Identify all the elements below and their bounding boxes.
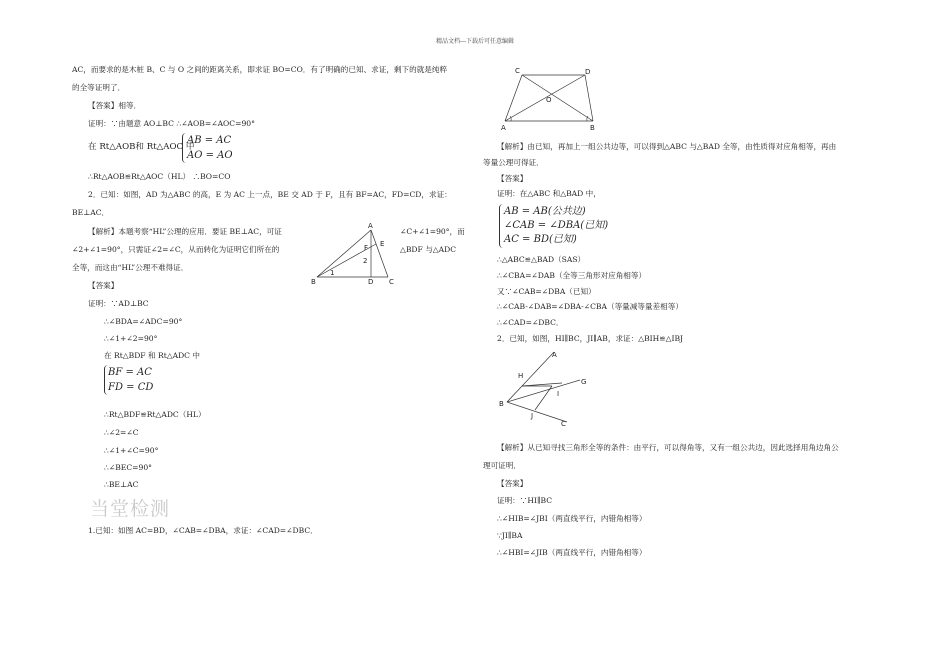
section-title-watermark: 当堂检测 <box>90 498 171 520</box>
label-i: I <box>557 390 560 398</box>
proof-line: 又∵∠CAB=∠DBA（已知） <box>497 287 596 296</box>
label-b: B <box>499 400 504 408</box>
proof-line: ∴BE⊥AC <box>104 480 139 489</box>
proof-line: ∴∠BEC=90° <box>104 463 152 472</box>
label-a: A <box>501 124 506 132</box>
label-2: 2 <box>363 257 368 265</box>
label-o: O <box>546 96 552 104</box>
label-b: B <box>311 278 316 286</box>
equation-line: AB = AC <box>187 135 232 146</box>
equation-line: AB = AB(公共边) <box>504 206 586 217</box>
analysis-line: △BDF 与△ADC <box>400 245 457 254</box>
proof-line: 证明：∵HI∥BC <box>497 496 553 505</box>
question-line: 2．已知：如图，AD 为△ABC 的高，E 为 AC 上一点，BE 交 AD 于 F，且有 BF=AC，FD=CD，求证： <box>88 190 452 199</box>
label-c: C <box>561 420 566 428</box>
proof-line: ∴∠CBA=∠DAB（全等三角形对应角相等） <box>497 271 647 280</box>
label-c: C <box>515 67 520 75</box>
question-line: BE⊥AC． <box>72 208 110 217</box>
answer-label: 【答案】 <box>88 281 119 290</box>
proof-line: ∴Rt△BDF≌Rt△ADC（HL） <box>104 410 206 419</box>
analysis-line: ∠C+∠1=90°，而 <box>400 227 465 236</box>
analysis-line: 全等，而这由“HL”公理不难得证． <box>72 263 189 272</box>
equation-line: ∠CAB = ∠DBA(已知) <box>504 220 609 231</box>
proof-line: ∴∠2=∠C <box>104 428 139 437</box>
label-f: F <box>364 244 369 252</box>
analysis-line: 等量公理可得证． <box>483 158 544 167</box>
proof-line: ∴∠1+∠2=90° <box>104 334 158 343</box>
question-line: 1.已知：如图 AC=BD，∠CAB=∠DBA，求证：∠CAD=∠DBC． <box>88 526 318 535</box>
trapezoid-figure <box>497 62 607 134</box>
proof-line: 证明：在△ABC 和△BAD 中， <box>497 189 601 198</box>
label-b: B <box>590 124 595 132</box>
answer-label: 【答案】 <box>497 479 528 488</box>
proof-line: ∴∠HBI=∠JIB（两直线平行，内错角相等） <box>497 548 647 557</box>
label-j: J <box>531 412 534 420</box>
proof-line: 证明：∵由题意 AO⊥BC ∴∠AOB=∠AOC=90° <box>88 119 255 128</box>
label-a: A <box>552 351 557 359</box>
label-h: H <box>518 372 524 380</box>
proof-line: ∴△ABC≌△BAD（SAS） <box>497 255 586 264</box>
proof-line: ∴∠1+∠C=90° <box>104 446 159 455</box>
equation-line: FD = CD <box>108 382 154 393</box>
proof-line: 在 Rt△BDF 和 Rt△ADC 中 <box>104 351 200 360</box>
analysis-line: 【解析】本题考察“HL”公理的应用．要证 BE⊥AC，可证 <box>88 227 282 236</box>
parallel-figure <box>492 348 602 428</box>
answer-label: 【答案】 <box>497 174 528 183</box>
question-line: 2．已知，如图，HI∥BC，JI∥AB，求证：△BIH≌△IBJ <box>497 334 684 343</box>
page-header: 精品文档---下载后可任意编辑 <box>435 38 515 45</box>
equation-line: AO = AO <box>187 150 233 161</box>
analysis-line: 【解析】由已知，再加上一组公共边等，可以得到△ABC 与△BAD 全等，由性质得对应角相等，再由 <box>497 142 837 151</box>
proof-line: ∴Rt△AOB≌Rt△AOC（HL） ∴BO=CO <box>88 172 231 181</box>
label-1: 1 <box>330 269 335 277</box>
proof-line: ∴∠CAD=∠DBC． <box>497 318 564 327</box>
label-c: C <box>389 278 394 286</box>
proof-line: ∴∠CAB-∠DAB=∠DBA-∠CBA（等量减等量差相等） <box>497 302 683 311</box>
proof-line: 证明：∵AD⊥BC <box>88 299 149 308</box>
answer-label: 【答案】相等． <box>88 101 142 110</box>
proof-line: ∴∠HIB=∠JBI（两直线平行，内错角相等） <box>497 514 647 523</box>
proof-line: ∴∠BDA=∠ADC=90° <box>104 317 183 326</box>
label-d: D <box>585 68 591 76</box>
label-d: D <box>368 278 374 286</box>
label-g: G <box>581 378 587 386</box>
label-e: E <box>380 240 385 248</box>
triangle-figure <box>300 220 410 290</box>
analysis-line: 【解析】从已知寻找三角形全等的条件：由平行，可以得角等，又有一组公共边，因此选择用角边角公 <box>497 443 839 452</box>
proof-line: ∵JI∥BA <box>497 531 523 540</box>
equation-line: BF = AC <box>108 367 152 378</box>
analysis-line: 理可证明． <box>483 461 521 470</box>
equation-line: AC = BD(已知) <box>504 234 577 245</box>
analysis-line: ∠2+∠1=90°，只需证∠2=∠C，从而转化为证明它们所在的 <box>72 245 280 254</box>
paragraph-line: 的全等证明了． <box>72 83 126 92</box>
paragraph-line: AC，而要求的是木桩 B、C 与 O 之间的距离关系，即求证 BO=CO．有了明确的已知、求证，剩下的就是纯粹 <box>72 65 448 74</box>
proof-line: 在 Rt△AOB和 Rt△AOC 中 <box>88 142 195 152</box>
label-a: A <box>368 222 373 230</box>
